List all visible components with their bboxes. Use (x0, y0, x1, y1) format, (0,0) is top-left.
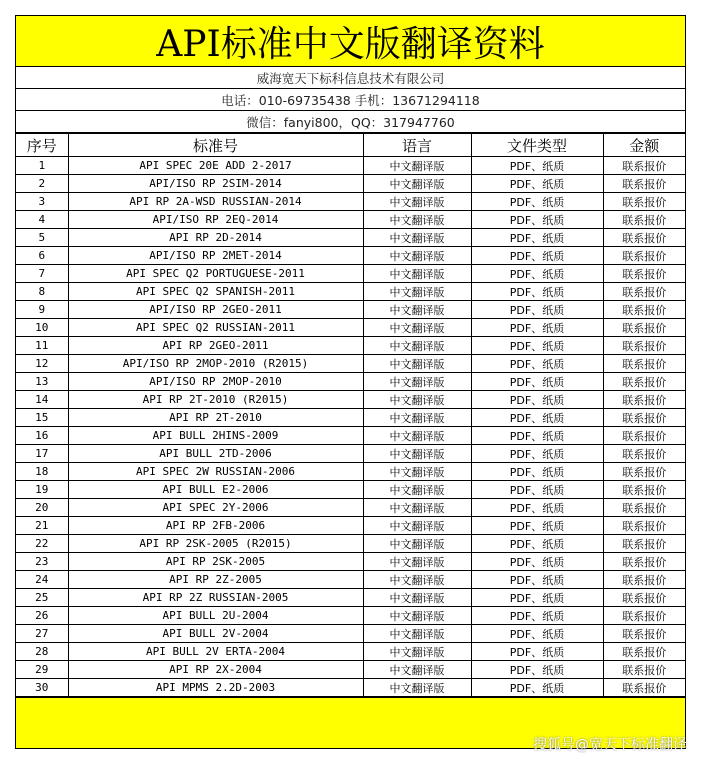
header-index: 序号 (16, 134, 68, 157)
price: 联系报价 (603, 553, 685, 571)
table-row (16, 157, 685, 175)
language: 中文翻译版 (363, 175, 471, 193)
price: 联系报价 (603, 679, 685, 697)
price: 联系报价 (603, 463, 685, 481)
row-index: 5 (16, 229, 68, 247)
row-index: 8 (16, 283, 68, 301)
language: 中文翻译版 (363, 193, 471, 211)
price: 联系报价 (603, 661, 685, 679)
file-type: PDF、纸质 (471, 391, 603, 409)
row-index: 18 (16, 463, 68, 481)
standard-number: API RP 2T-2010 (68, 409, 363, 427)
language: 中文翻译版 (363, 535, 471, 553)
row-index: 2 (16, 175, 68, 193)
language: 中文翻译版 (363, 463, 471, 481)
standard-number: API/ISO RP 2MOP-2010 (R2015) (68, 355, 363, 373)
row-index: 30 (16, 679, 68, 697)
language: 中文翻译版 (363, 337, 471, 355)
row-index: 6 (16, 247, 68, 265)
file-type: PDF、纸质 (471, 355, 603, 373)
price: 联系报价 (603, 445, 685, 463)
price: 联系报价 (603, 535, 685, 553)
row-index: 15 (16, 409, 68, 427)
standards-table (16, 133, 685, 697)
file-type: PDF、纸质 (471, 553, 603, 571)
row-index: 28 (16, 643, 68, 661)
price: 联系报价 (603, 337, 685, 355)
row-index: 26 (16, 607, 68, 625)
table-row (16, 373, 685, 391)
price: 联系报价 (603, 625, 685, 643)
file-type: PDF、纸质 (471, 427, 603, 445)
table-row (16, 463, 685, 481)
price: 联系报价 (603, 643, 685, 661)
price: 联系报价 (603, 571, 685, 589)
standard-number: API/ISO RP 2SIM-2014 (68, 175, 363, 193)
price: 联系报价 (603, 517, 685, 535)
table-row (16, 247, 685, 265)
table-row (16, 319, 685, 337)
standard-number: API RP 2Z-2005 (68, 571, 363, 589)
file-type: PDF、纸质 (471, 409, 603, 427)
row-index: 21 (16, 517, 68, 535)
table-header-row (16, 134, 685, 157)
price: 联系报价 (603, 229, 685, 247)
price: 联系报价 (603, 409, 685, 427)
file-type: PDF、纸质 (471, 499, 603, 517)
file-type: PDF、纸质 (471, 337, 603, 355)
file-type: PDF、纸质 (471, 481, 603, 499)
table-row (16, 229, 685, 247)
price: 联系报价 (603, 211, 685, 229)
language: 中文翻译版 (363, 283, 471, 301)
table-row (16, 427, 685, 445)
standard-number: API RP 2FB-2006 (68, 517, 363, 535)
table-row (16, 571, 685, 589)
language: 中文翻译版 (363, 625, 471, 643)
table-row (16, 301, 685, 319)
company-name: 威海宽天下标科信息技术有限公司 (16, 67, 685, 89)
table-row (16, 193, 685, 211)
row-index: 7 (16, 265, 68, 283)
file-type: PDF、纸质 (471, 625, 603, 643)
standard-number: API RP 2SK-2005 (68, 553, 363, 571)
phone-info: 电话：010-69735438 手机：13671294118 (16, 89, 685, 111)
price: 联系报价 (603, 283, 685, 301)
price: 联系报价 (603, 589, 685, 607)
language: 中文翻译版 (363, 481, 471, 499)
price: 联系报价 (603, 193, 685, 211)
standard-number: API/ISO RP 2EQ-2014 (68, 211, 363, 229)
standard-number: API BULL 2U-2004 (68, 607, 363, 625)
language: 中文翻译版 (363, 571, 471, 589)
language: 中文翻译版 (363, 373, 471, 391)
row-index: 14 (16, 391, 68, 409)
table-row (16, 643, 685, 661)
table-row (16, 661, 685, 679)
table-row (16, 535, 685, 553)
language: 中文翻译版 (363, 211, 471, 229)
language: 中文翻译版 (363, 589, 471, 607)
language: 中文翻译版 (363, 265, 471, 283)
language: 中文翻译版 (363, 607, 471, 625)
row-index: 25 (16, 589, 68, 607)
table-row (16, 265, 685, 283)
price: 联系报价 (603, 265, 685, 283)
file-type: PDF、纸质 (471, 589, 603, 607)
file-type: PDF、纸质 (471, 319, 603, 337)
language: 中文翻译版 (363, 301, 471, 319)
row-index: 17 (16, 445, 68, 463)
language: 中文翻译版 (363, 679, 471, 697)
table-row (16, 283, 685, 301)
row-index: 27 (16, 625, 68, 643)
standard-number: API SPEC 20E ADD 2-2017 (68, 157, 363, 175)
table-row (16, 499, 685, 517)
file-type: PDF、纸质 (471, 175, 603, 193)
language: 中文翻译版 (363, 319, 471, 337)
row-index: 19 (16, 481, 68, 499)
table-row (16, 175, 685, 193)
table-row (16, 337, 685, 355)
table-row (16, 391, 685, 409)
price: 联系报价 (603, 427, 685, 445)
language: 中文翻译版 (363, 409, 471, 427)
standard-number: API RP 2SK-2005 (R2015) (68, 535, 363, 553)
standard-number: API RP 2X-2004 (68, 661, 363, 679)
language: 中文翻译版 (363, 391, 471, 409)
table-row (16, 211, 685, 229)
watermark: 搜狐号@宽天下标准翻译 (533, 737, 687, 753)
table-row (16, 589, 685, 607)
price: 联系报价 (603, 175, 685, 193)
standard-number: API SPEC 2Y-2006 (68, 499, 363, 517)
standard-number: API BULL 2TD-2006 (68, 445, 363, 463)
price: 联系报价 (603, 607, 685, 625)
header-standard: 标准号 (68, 134, 363, 157)
file-type: PDF、纸质 (471, 661, 603, 679)
language: 中文翻译版 (363, 643, 471, 661)
standard-number: API BULL 2V ERTA-2004 (68, 643, 363, 661)
row-index: 11 (16, 337, 68, 355)
row-index: 13 (16, 373, 68, 391)
language: 中文翻译版 (363, 499, 471, 517)
standard-number: API/ISO RP 2MOP-2010 (68, 373, 363, 391)
table-row (16, 481, 685, 499)
standard-number: API SPEC Q2 PORTUGUESE-2011 (68, 265, 363, 283)
file-type: PDF、纸质 (471, 265, 603, 283)
file-type: PDF、纸质 (471, 517, 603, 535)
standard-number: API/ISO RP 2MET-2014 (68, 247, 363, 265)
row-index: 12 (16, 355, 68, 373)
header-file-type: 文件类型 (471, 134, 603, 157)
standard-number: API SPEC Q2 RUSSIAN-2011 (68, 319, 363, 337)
price: 联系报价 (603, 301, 685, 319)
standard-number: API SPEC Q2 SPANISH-2011 (68, 283, 363, 301)
file-type: PDF、纸质 (471, 193, 603, 211)
standard-number: API SPEC 2W RUSSIAN-2006 (68, 463, 363, 481)
file-type: PDF、纸质 (471, 571, 603, 589)
standard-number: API/ISO RP 2GEO-2011 (68, 301, 363, 319)
row-index: 4 (16, 211, 68, 229)
file-type: PDF、纸质 (471, 535, 603, 553)
row-index: 24 (16, 571, 68, 589)
price: 联系报价 (603, 319, 685, 337)
row-index: 29 (16, 661, 68, 679)
language: 中文翻译版 (363, 553, 471, 571)
standard-number: API MPMS 2.2D-2003 (68, 679, 363, 697)
language: 中文翻译版 (363, 355, 471, 373)
row-index: 1 (16, 157, 68, 175)
row-index: 10 (16, 319, 68, 337)
file-type: PDF、纸质 (471, 301, 603, 319)
price: 联系报价 (603, 355, 685, 373)
row-index: 9 (16, 301, 68, 319)
row-index: 22 (16, 535, 68, 553)
file-type: PDF、纸质 (471, 229, 603, 247)
language: 中文翻译版 (363, 661, 471, 679)
price: 联系报价 (603, 391, 685, 409)
language: 中文翻译版 (363, 157, 471, 175)
standard-number: API RP 2T-2010 (R2015) (68, 391, 363, 409)
spreadsheet (15, 15, 686, 749)
file-type: PDF、纸质 (471, 157, 603, 175)
row-index: 16 (16, 427, 68, 445)
file-type: PDF、纸质 (471, 283, 603, 301)
table-row (16, 679, 685, 697)
standard-number: API RP 2D-2014 (68, 229, 363, 247)
price: 联系报价 (603, 247, 685, 265)
file-type: PDF、纸质 (471, 445, 603, 463)
standard-number: API BULL 2HINS-2009 (68, 427, 363, 445)
row-index: 20 (16, 499, 68, 517)
file-type: PDF、纸质 (471, 607, 603, 625)
standard-number: API BULL 2V-2004 (68, 625, 363, 643)
file-type: PDF、纸质 (471, 247, 603, 265)
row-index: 23 (16, 553, 68, 571)
standard-number: API BULL E2-2006 (68, 481, 363, 499)
file-type: PDF、纸质 (471, 463, 603, 481)
table-row (16, 607, 685, 625)
table-row (16, 409, 685, 427)
language: 中文翻译版 (363, 445, 471, 463)
price: 联系报价 (603, 499, 685, 517)
header-price: 金额 (603, 134, 685, 157)
page-title: API标准中文版翻译资料 (16, 16, 685, 67)
price: 联系报价 (603, 157, 685, 175)
standard-number: API RP 2GEO-2011 (68, 337, 363, 355)
file-type: PDF、纸质 (471, 211, 603, 229)
table-row (16, 625, 685, 643)
language: 中文翻译版 (363, 427, 471, 445)
row-index: 3 (16, 193, 68, 211)
file-type: PDF、纸质 (471, 643, 603, 661)
language: 中文翻译版 (363, 229, 471, 247)
standard-number: API RP 2Z RUSSIAN-2005 (68, 589, 363, 607)
file-type: PDF、纸质 (471, 373, 603, 391)
table-row (16, 355, 685, 373)
file-type: PDF、纸质 (471, 679, 603, 697)
table-row (16, 445, 685, 463)
table-row (16, 553, 685, 571)
table-row (16, 517, 685, 535)
header-language: 语言 (363, 134, 471, 157)
price: 联系报价 (603, 373, 685, 391)
language: 中文翻译版 (363, 247, 471, 265)
language: 中文翻译版 (363, 517, 471, 535)
price: 联系报价 (603, 481, 685, 499)
standard-number: API RP 2A-WSD RUSSIAN-2014 (68, 193, 363, 211)
contact-info: 微信：fanyi800，QQ：317947760 (16, 111, 685, 133)
